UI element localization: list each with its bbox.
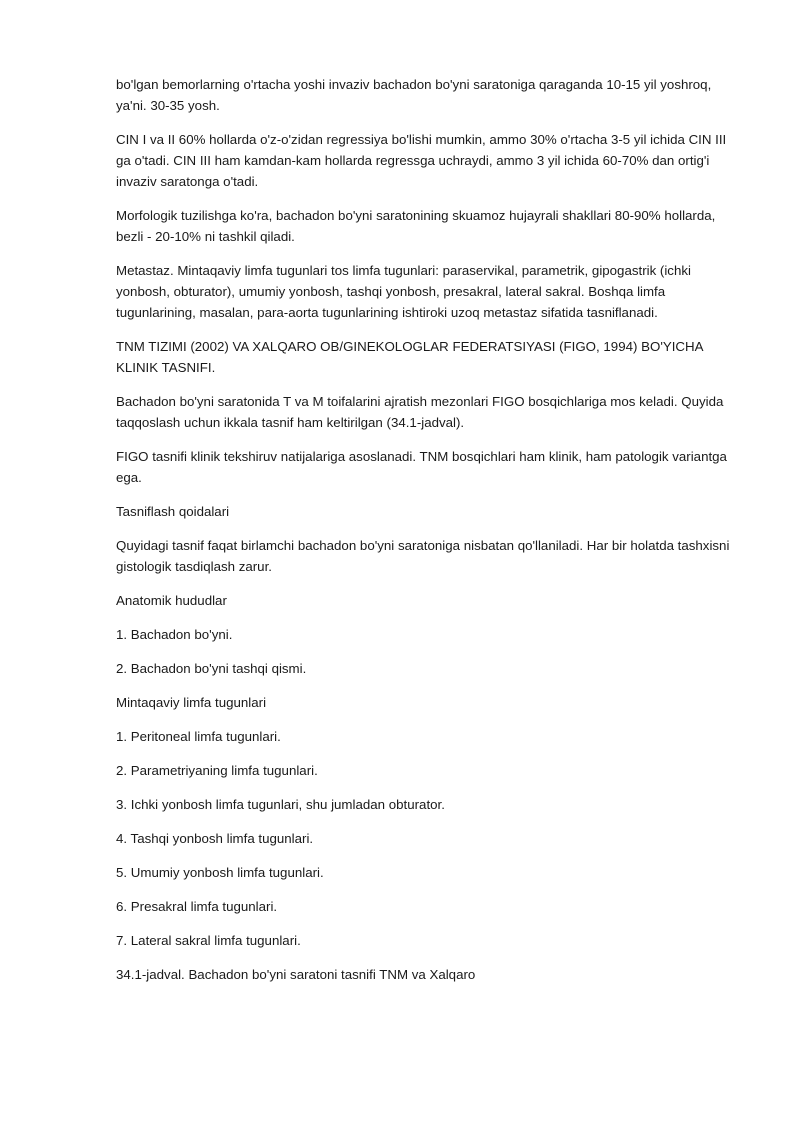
paragraph-t-m-categories: Bachadon bo'yni saratonida T va M toifalarini ajratish mezonlari FIGO bosqichlariga mos keladi. Quyida taqqoslash uchun ikkala tasnif ham keltirilgan (34.1-jadval). bbox=[116, 394, 724, 430]
table-caption: 34.1-jadval. Bachadon bo'yni saratoni tasnifi TNM va Xalqaro bbox=[116, 967, 476, 982]
list-item-lymph-3: 3. Ichki yonbosh limfa tugunlari, shu jumladan obturator. bbox=[116, 797, 445, 812]
list-item-lymph-2: 2. Parametriyaning limfa tugunlari. bbox=[116, 763, 318, 778]
paragraph-morphology: Morfologik tuzilishga ko'ra, bachadon bo'yni saratonining skuamoz hujayrali shakllari 80-90% hollarda, bezli - 20-10% ni tashkil qiladi. bbox=[116, 208, 716, 244]
list-item-lymph-6: 6. Presakral limfa tugunlari. bbox=[116, 899, 278, 914]
list-item-lymph-7: 7. Lateral sakral limfa tugunlari. bbox=[116, 933, 301, 948]
paragraph-classification-scope: Quyidagi tasnif faqat birlamchi bachadon bo'yni saratoniga nisbatan qo'llaniladi. Har bir holatda tashxisni gistologik tasdiqlash zarur. bbox=[116, 538, 730, 574]
heading-anatomical-regions: Anatomik hududlar bbox=[116, 593, 227, 608]
paragraph-figo-classification: FIGO tasnifi klinik tekshiruv natijalariga asoslanadi. TNM bosqichlari ham klinik, ham patologik variantga ega. bbox=[116, 449, 727, 485]
list-item-lymph-5: 5. Umumiy yonbosh limfa tugunlari. bbox=[116, 865, 324, 880]
heading-regional-lymph-nodes: Mintaqaviy limfa tugunlari bbox=[116, 695, 267, 710]
heading-classification-rules: Tasniflash qoidalari bbox=[116, 504, 230, 519]
list-item-lymph-1: 1. Peritoneal limfa tugunlari. bbox=[116, 729, 281, 744]
paragraph-cin-regression: CIN I va II 60% hollarda o'z-o'zidan regressiya bo'lishi mumkin, ammo 30% o'rtacha 3-5 yil ichida CIN III ga o'tadi. CIN III ham kamdan-kam hollarda regressga uchraydi, ammo 3 yil ichida 60-70% dan ortig'i invaziv saratonga o'tadi. bbox=[116, 132, 727, 189]
paragraph-metastasis: Metastaz. Mintaqaviy limfa tugunlari tos limfa tugunlari: paraservikal, parametrik, gipogastrik (ichki yonbosh, obturator), umumiy yonbosh, tashqi yonbosh, presakral, lateral sakral. Boshqa limfa tugunlarining, masalan, para-aorta tugunlarining ishtiroki uzoq metastaz sifatida tasniflanadi. bbox=[116, 263, 691, 320]
list-item-anatomical-2: 2. Bachadon bo'yni tashqi qismi. bbox=[116, 661, 307, 676]
document-page bbox=[116, 74, 740, 998]
list-item-lymph-4: 4. Tashqi yonbosh limfa tugunlari. bbox=[116, 831, 314, 846]
paragraph-patient-age: bo'lgan bemorlarning o'rtacha yoshi invaziv bachadon bo'yni saratoniga qaraganda 10-15 yil yoshroq, ya'ni. 30-35 yosh. bbox=[116, 77, 712, 113]
list-item-anatomical-1: 1. Bachadon bo'yni. bbox=[116, 627, 233, 642]
section-heading-tnm-figo: TNM TIZIMI (2002) VA XALQARO OB/GINEKOLOGLAR FEDERATSIYASI (FIGO, 1994) BO'YICHA KLINIK TASNIFI. bbox=[116, 339, 703, 375]
